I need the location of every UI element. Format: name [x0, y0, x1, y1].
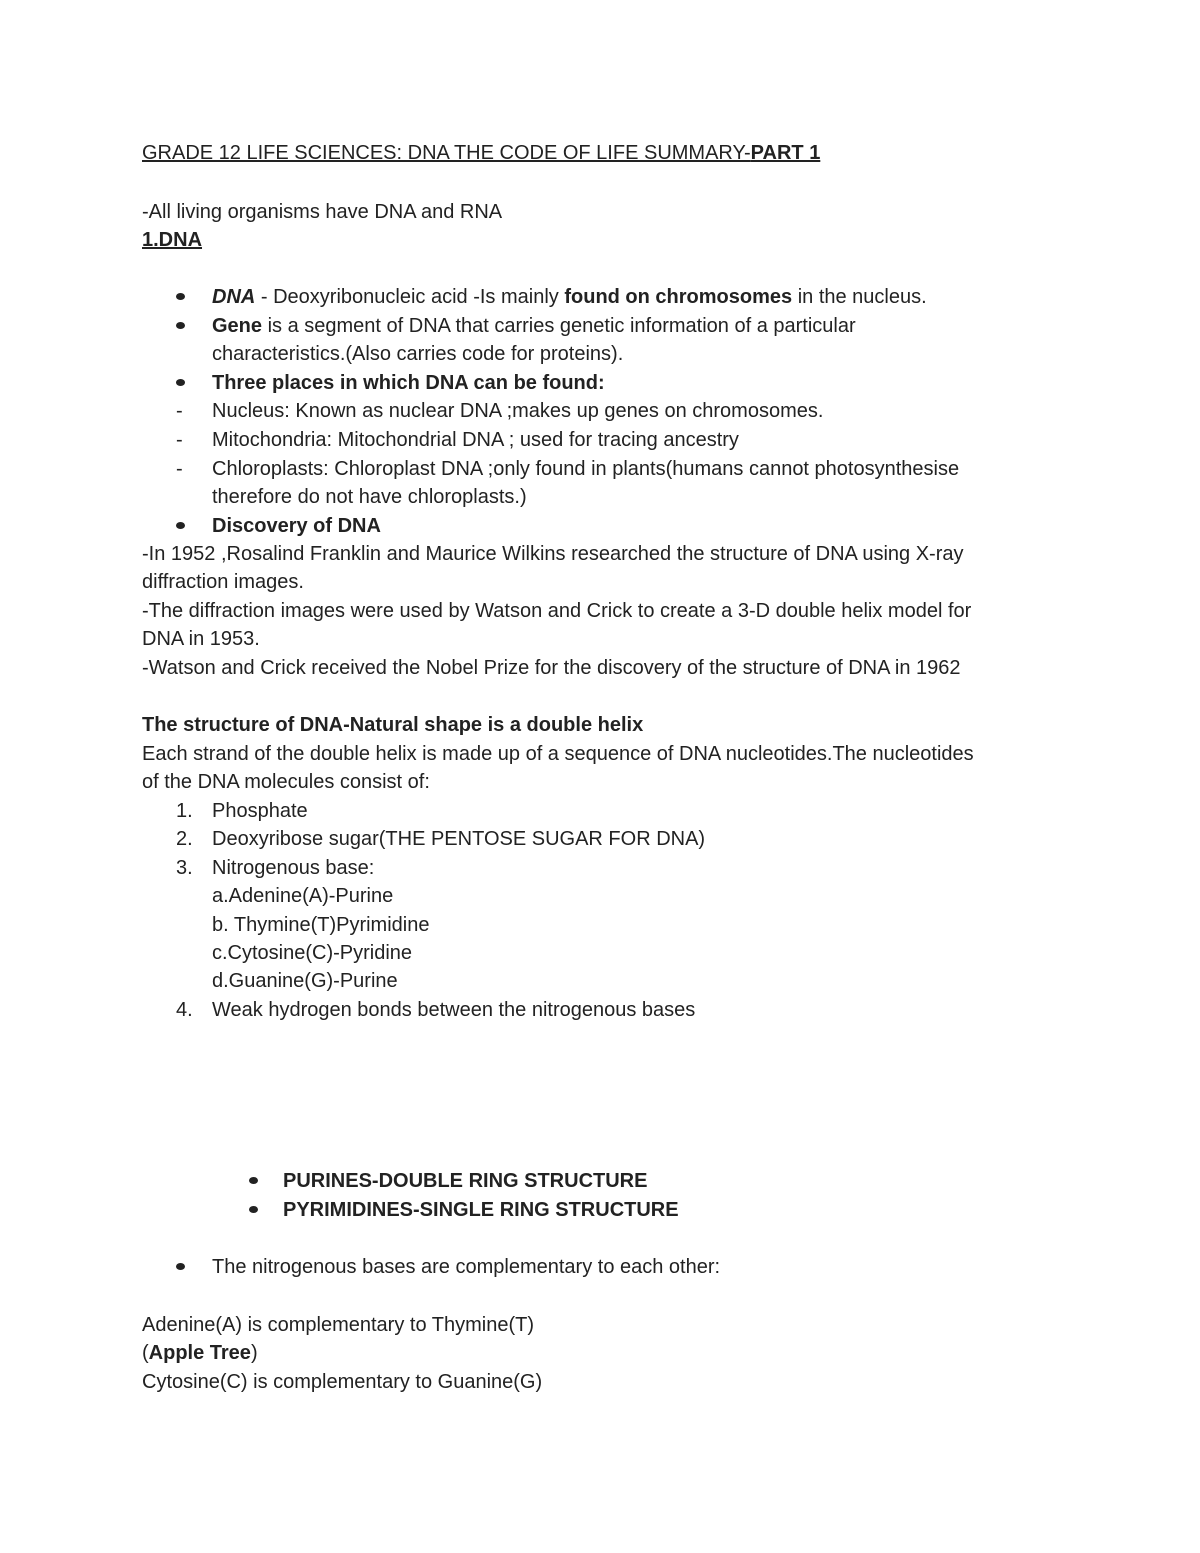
place-nucleus: Nucleus: Known as nuclear DNA ;makes up genes on chromosomes. — [212, 400, 824, 422]
discovery-line: -In 1952 ,Rosalind Franklin and Maurice Wilkins researched the structure of DNA using X-ray — [142, 543, 964, 565]
structure-heading: The structure of DNA-Natural shape is a double helix — [142, 714, 644, 736]
bullet-icon — [176, 293, 185, 300]
mnemonic-text: Apple Tree — [148, 1342, 251, 1364]
dash-marker: - — [176, 400, 183, 422]
title-part: PART 1 — [750, 142, 821, 164]
pair-cytosine-guanine: Cytosine(C) is complementary to Guanine(G) — [142, 1371, 543, 1393]
discovery-line: DNA in 1953. — [142, 628, 260, 650]
structure-text: Each strand of the double helix is made up of a sequence of DNA nucleotides.The nucleotides — [142, 743, 974, 765]
component-item: Deoxyribose sugar(THE PENTOSE SUGAR FOR DNA) — [212, 828, 706, 850]
place-chloroplasts: Chloroplasts: Chloroplast DNA ;only found in plants(humans cannot photosynthesise — [212, 458, 960, 480]
three-places-heading: Three places in which DNA can be found: — [212, 372, 605, 394]
discovery-line: diffraction images. — [142, 571, 304, 593]
place-mitochondria: Mitochondria: Mitochondrial DNA ; used for tracing ancestry — [212, 429, 739, 451]
discovery-heading: Discovery of DNA — [212, 515, 381, 537]
bullet-icon — [176, 1263, 185, 1270]
dna-definition — [212, 284, 927, 310]
bullet-icon — [176, 322, 185, 329]
section-heading-dna: 1.DNA — [142, 229, 203, 251]
dna-text-a: - Deoxyribonucleic acid -Is mainly — [255, 286, 565, 308]
list-number: 3. — [176, 857, 193, 879]
title-text: GRADE 12 LIFE SCIENCES: DNA THE CODE OF LIFE SUMMARY- — [142, 142, 751, 164]
place-chloroplasts-cont: therefore do not have chloroplasts.) — [212, 486, 527, 508]
mnemonic-close: ) — [250, 1342, 258, 1364]
gene-text-1: is a segment of DNA that carries genetic information of a particular — [262, 315, 856, 337]
page-title — [142, 140, 820, 166]
bullet-icon — [249, 1206, 258, 1213]
base-item: b. Thymine(T)Pyrimidine — [212, 914, 430, 936]
dash-marker: - — [176, 458, 183, 480]
base-item: c.Cytosine(C)-Pyridine — [212, 942, 413, 964]
pair-adenine-thymine: Adenine(A) is complementary to Thymine(T) — [142, 1314, 534, 1336]
bullet-icon — [176, 522, 185, 529]
list-number: 1. — [176, 800, 193, 822]
component-item: Nitrogenous base: — [212, 857, 375, 879]
discovery-line: -Watson and Crick received the Nobel Prize for the discovery of the structure of DNA in 1962 — [142, 657, 961, 679]
intro-line: -All living organisms have DNA and RNA — [142, 201, 503, 223]
dash-marker: - — [176, 429, 183, 451]
dna-term: DNA — [212, 286, 256, 308]
base-item: d.Guanine(G)-Purine — [212, 970, 398, 992]
gene-term: Gene — [212, 315, 263, 337]
mnemonic — [142, 1340, 258, 1366]
discovery-line: -The diffraction images were used by Watson and Crick to create a 3-D double helix model for — [142, 600, 972, 622]
mnemonic-open: ( — [142, 1342, 149, 1364]
complementary-intro: The nitrogenous bases are complementary to each other: — [212, 1256, 721, 1278]
structure-text: of the DNA molecules consist of: — [142, 771, 430, 793]
gene-definition-cont: characteristics.(Also carries code for proteins). — [212, 343, 624, 365]
component-item: Weak hydrogen bonds between the nitrogenous bases — [212, 999, 696, 1021]
dna-text-c: in the nucleus. — [792, 286, 927, 308]
list-number: 2. — [176, 828, 193, 850]
pyrimidines-note: PYRIMIDINES-SINGLE RING STRUCTURE — [283, 1199, 679, 1221]
component-item: Phosphate — [212, 800, 308, 822]
dna-text-b: found on chromosomes — [564, 286, 793, 308]
purines-note: PURINES-DOUBLE RING STRUCTURE — [283, 1170, 648, 1192]
bullet-icon — [249, 1177, 258, 1184]
base-item: a.Adenine(A)-Purine — [212, 885, 394, 907]
bullet-icon — [176, 379, 185, 386]
list-number: 4. — [176, 999, 193, 1021]
gene-definition — [212, 313, 856, 339]
